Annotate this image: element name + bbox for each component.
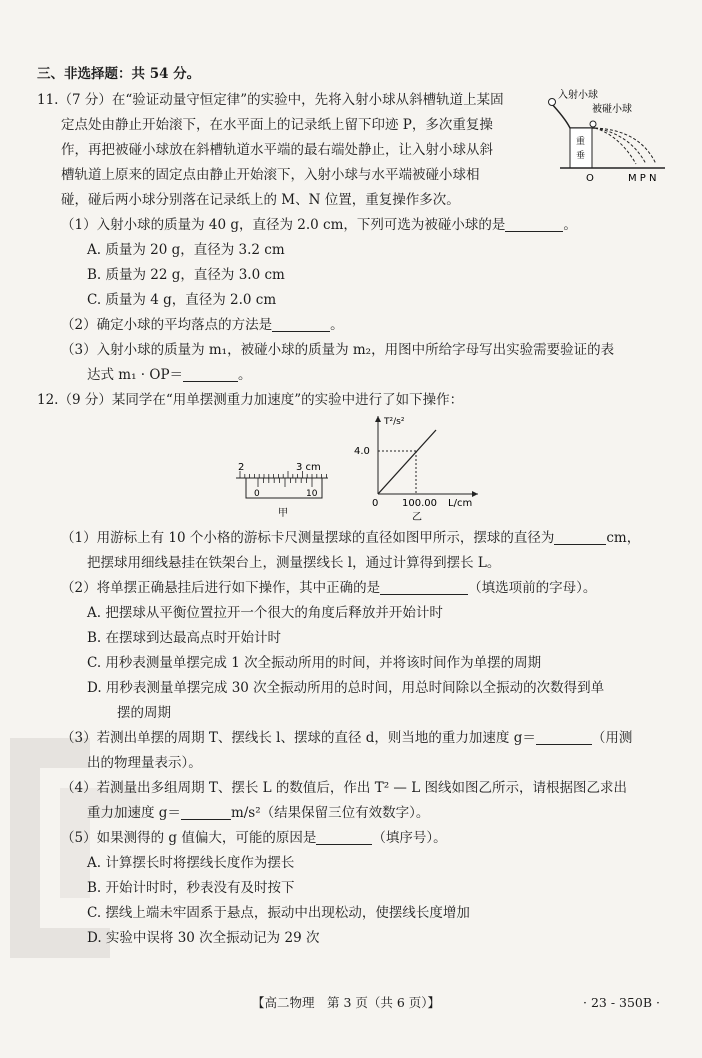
q11-p1-end: 。	[563, 217, 577, 233]
q11-p1-text: （1）入射小球的质量为 40 g，直径为 2.0 cm，下列可选为被碰小球的是	[61, 217, 506, 233]
figure-caption-yi: 乙	[412, 512, 422, 522]
support-block	[570, 128, 592, 168]
vernier-scale-ticks	[258, 478, 312, 487]
q11-p1-blank[interactable]	[505, 215, 563, 232]
graph-origin: 0	[372, 498, 379, 509]
q12-p5-option-c: C. 摆线上端未牢固系于悬点，振动中出现松动，使摆线长度增加	[87, 905, 470, 921]
q12-p2-text: （2）将单摆正确悬挂后进行如下操作，其中正确的是	[61, 580, 381, 596]
footer-code: · 23 - 350B ·	[583, 995, 661, 1010]
q12-p5-option-b: B. 开始计时时，秒表没有及时按下	[87, 880, 295, 896]
label-target-ball: 被碰小球	[592, 104, 632, 115]
section-title: 三、非选择题：共 54 分。	[37, 66, 201, 82]
q12-p2-option-d: D. 用秒表测量单摆完成 30 次全振动所用的总时间，用总时间除以全振动的次数得到单	[87, 680, 605, 696]
caliper-tick-3cm: 3 cm	[296, 462, 321, 473]
q12-p2-blank[interactable]	[380, 578, 468, 595]
q11-p2-blank[interactable]	[272, 315, 330, 332]
q12-p1-text: （1）用游标上有 10 个小格的游标卡尺测量摆球的直径如图甲所示，摆球的直径为	[61, 530, 555, 546]
q12-p3-blank[interactable]	[536, 728, 592, 745]
q12-p2	[37, 576, 665, 601]
q11-p2-end: 。	[330, 317, 344, 333]
q11-line-5: 碰，碰后两小球分别落在记录纸上的 M、N 位置，重复操作多次。	[61, 192, 460, 208]
q11-p3-text: 达式 m₁ · OP＝	[87, 367, 184, 383]
figure-vernier-caliper	[232, 460, 332, 522]
q11-option-a: A. 质量为 20 g，直径为 3.2 cm	[87, 242, 285, 258]
figure-t2-l-graph	[350, 410, 490, 522]
q12-p2-end: （填选项前的字母）。	[468, 580, 597, 596]
label-pole-2: 垂	[576, 151, 586, 161]
trajectory-2	[595, 128, 646, 164]
q11-option-c: C. 质量为 4 g，直径为 2.0 cm	[87, 292, 277, 308]
vernier-tick-10: 10	[306, 489, 318, 499]
q11-line-1: 11.（7 分）在“验证动量守恒定律”的实验中，先将入射小球从斜槽轨道上某固	[37, 92, 504, 108]
q12-p3-line-1	[37, 726, 665, 751]
q12-p5-option-a: A. 计算摆长时将摆线长度作为摆长	[87, 855, 295, 871]
y-axis-arrow	[375, 416, 381, 422]
q12-intro: 12.（9 分）某同学在“用单摆测重力加速度”的实验中进行了如下操作：	[37, 392, 464, 408]
q12-p1-blank[interactable]	[554, 528, 606, 545]
label-O: O	[586, 173, 594, 184]
q11-p3-line-2	[37, 363, 665, 388]
q12-p3-line-2: 出的物理量表示）。	[87, 755, 202, 771]
q11-line-2: 定点处由静止开始滚下，在水平面上的记录纸上留下印迹 P，多次重复操	[61, 117, 493, 133]
q11-p3-blank[interactable]	[183, 365, 238, 382]
chute-track	[550, 102, 595, 128]
q12-p5-blank[interactable]	[316, 828, 372, 845]
q11-option-b: B. 质量为 22 g，直径为 3.0 cm	[87, 267, 285, 283]
figure-caption-jia: 甲	[278, 508, 288, 519]
graph-x-tick: 100.00	[402, 498, 437, 509]
q12-p2-option-a: A. 把摆球从平衡位置拉开一个很大的角度后释放并开始计时	[87, 605, 443, 621]
q12-p3-text: （3）若测出单摆的周期 T、摆线长 l、摆球的直径 d，则当地的重力加速度 g＝	[61, 730, 536, 746]
q11-p3-line-1: （3）入射小球的质量为 m₁，被碰小球的质量为 m₂，用图中所给字母写出实验需要验证的表	[61, 342, 615, 358]
q11-parts	[37, 213, 665, 388]
q12-p2-option-c: C. 用秒表测量单摆完成 1 次全振动所用的时间，并将该时间作为单摆的周期	[87, 655, 542, 671]
graph-y-tick: 4.0	[354, 446, 370, 457]
q12-p1-line-2: 把摆球用细线悬挂在铁架台上，测量摆线长 l，通过计算得到摆长 L。	[87, 555, 501, 571]
q11-p2-text: （2）确定小球的平均落点的方法是	[61, 317, 273, 333]
footer-page-info: 【高二物理 第 3 页（共 6 页）】	[252, 995, 441, 1010]
graph-ylabel: T²/s²	[384, 417, 405, 427]
x-axis-arrow	[472, 491, 478, 497]
incident-ball	[549, 99, 556, 106]
trajectory-1	[595, 128, 636, 164]
label-incident-ball: 入射小球	[558, 90, 598, 101]
q12-p4-blank[interactable]	[181, 803, 231, 820]
q12-p2-option-d-cont: 摆的周期	[117, 705, 171, 721]
q12-parts	[37, 526, 665, 951]
label-MPN: M P N	[628, 173, 657, 184]
target-ball	[590, 121, 596, 127]
label-pole-1: 重	[576, 137, 586, 147]
graph-xlabel: L/cm	[448, 498, 473, 509]
q11-p3-end: 。	[238, 367, 252, 383]
q12-p5-text: （5）如果测得的 g 值偏大，可能的原因是	[61, 830, 317, 846]
q11-stem	[37, 88, 547, 213]
q12-p5-option-d: D. 实验中误将 30 次全振动记为 29 次	[87, 930, 320, 946]
q11-line-3: 作，再把被碰小球放在斜槽轨道水平端的最右端处静止，让入射小球从斜	[61, 142, 493, 158]
q12-p5-end: （填序号）。	[372, 830, 447, 846]
vernier-tick-0: 0	[254, 489, 260, 499]
q12-p4-end: m/s²（结果保留三位有效数字）。	[230, 805, 430, 821]
q12-p3-end: （用测	[591, 730, 633, 746]
q12-p1-line-1	[37, 526, 665, 551]
q12-p2-option-b: B. 在摆球到达最高点时开始计时	[87, 630, 282, 646]
q12-p4-text: 重力加速度 g＝	[87, 805, 181, 821]
q11-line-4: 槽轨道上原来的固定点由静止开始滚下，入射小球与水平端被碰小球相	[61, 167, 480, 183]
q12-p4-line-1: （4）若测量出多组周期 T、摆长 L 的数值后，作出 T² — L 图线如图乙所示，请根据图乙求出	[61, 780, 627, 796]
graph-line	[378, 430, 436, 494]
q11-apparatus-figure	[540, 88, 670, 186]
q12-p5	[37, 826, 665, 851]
q11-p1	[37, 213, 665, 238]
trajectory-3	[595, 128, 656, 164]
q12-p4-line-2	[37, 801, 665, 826]
caliper-tick-2: 2	[238, 462, 245, 473]
q12-p1-unit: cm，	[606, 530, 641, 546]
q11-p2	[37, 313, 665, 338]
